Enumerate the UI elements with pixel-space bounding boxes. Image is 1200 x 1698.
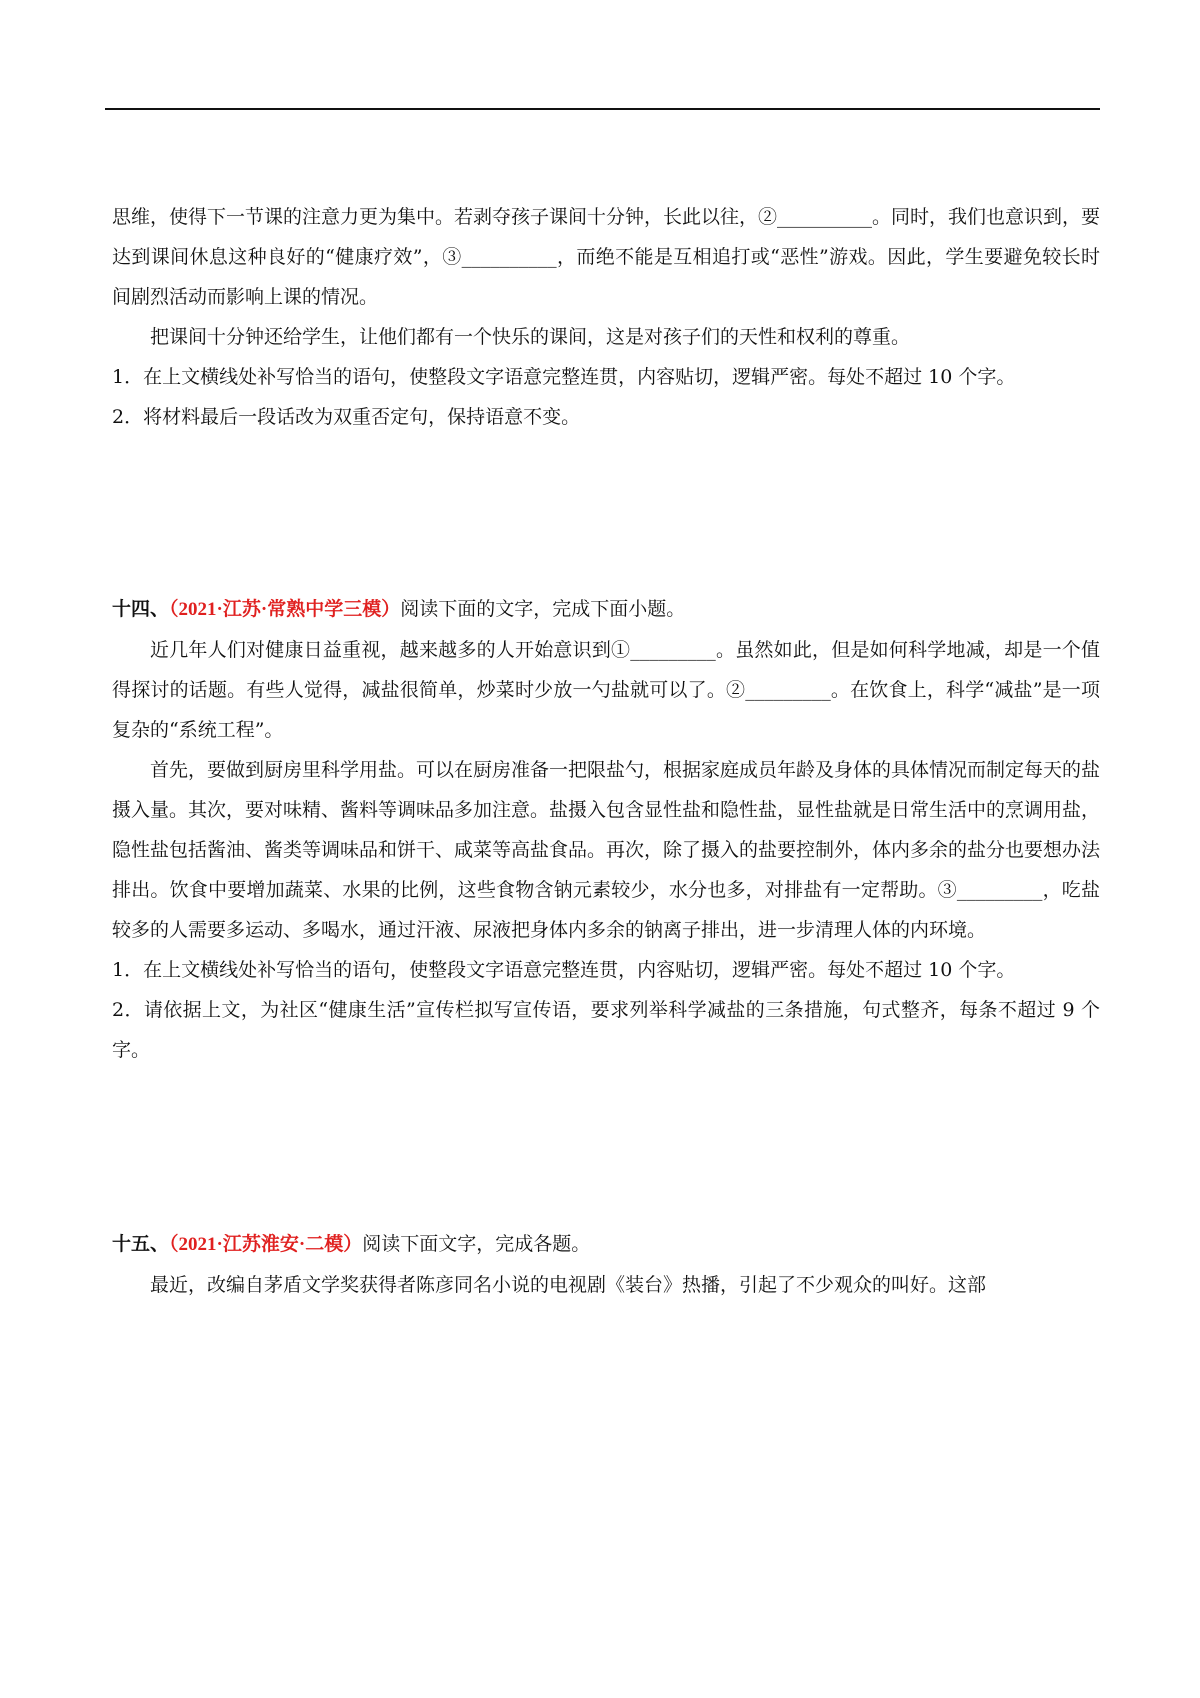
section13-question-2: 2．将材料最后一段话改为双重否定句，保持语意不变。 xyxy=(112,406,581,428)
section13-paragraph-1: 思维，使得下一节课的注意力更为集中。若剥夺孩子课间十分钟，长此以往，②__________。同时，我们也意识到，要达到课间休息这种良好的“健康疗效”，③__________，而绝不能是互相追打或“恶性”游戏。因此，学生要避免较长时间剧烈活动而影响上课的情况。 xyxy=(112,206,1101,308)
section14-question-2: 2．请依据上文，为社区“健康生活”宣传栏拟写宣传语，要求列举科学减盐的三条措施，句式整齐，每条不超过 9 个字。 xyxy=(112,999,1100,1061)
section14-paragraph-1: 近几年人们对健康日益重视，越来越多的人开始意识到①_________。虽然如此，但是如何科学地减，却是一个值得探讨的话题。有些人觉得，减盐很简单，炒菜时少放一勺盐就可以了。②_________。在饮食上，科学“减盐”是一项复杂的“系统工程”。 xyxy=(112,639,1100,741)
section14-instruction: 阅读下面的文字，完成下面小题。 xyxy=(400,598,686,620)
section15-heading xyxy=(112,1224,1100,1265)
section13-question-1: 1．在上文横线处补写恰当的语句，使整段文字语意完整连贯，内容贴切，逻辑严密。每处不超过 10 个字。 xyxy=(112,366,1016,388)
section14-heading xyxy=(112,589,1100,630)
section14-question-1: 1．在上文横线处补写恰当的语句，使整段文字语意完整连贯，内容贴切，逻辑严密。每处不超过 10 个字。 xyxy=(112,959,1016,981)
section15-instruction: 阅读下面文字，完成各题。 xyxy=(362,1233,591,1255)
section14-source: （2021·江苏·常熟中学三模） xyxy=(169,599,401,620)
section13-paragraph-2: 把课间十分钟还给学生，让他们都有一个快乐的课间，这是对孩子们的天性和权利的尊重。 xyxy=(150,326,911,348)
header-rule xyxy=(105,108,1100,110)
section14-number: 十四、 xyxy=(112,599,170,620)
section15-source: （2021·江苏淮安·二模） xyxy=(169,1234,363,1255)
section15-number: 十五、 xyxy=(112,1234,170,1255)
section14-paragraph-2: 首先，要做到厨房里科学用盐。可以在厨房准备一把限盐勺，根据家庭成员年龄及身体的具体情况而制定每天的盐摄入量。其次，要对味精、酱料等调味品多加注意。盐摄入包含显性盐和隐性盐，显性盐就是日常生活中的烹调用盐，隐性盐包括酱油、酱类等调味品和饼干、咸菜等高盐食品。再次，除了摄入的盐要控制外，体内多余的盐分也要想办法排出。饮食中要增加蔬菜、水果的比例，这些食物含钠元素较少，水分也多，对排盐有一定帮助。③_________，吃盐较多的人需要多运动、多喝水，通过汗液、尿液把身体内多余的钠离子排出，进一步清理人体的内环境。 xyxy=(112,759,1101,941)
section15-paragraph-1: 最近，改编自茅盾文学奖获得者陈彦同名小说的电视剧《装台》热播，引起了不少观众的叫好。这部 xyxy=(150,1274,987,1296)
document-body xyxy=(112,197,1100,1305)
